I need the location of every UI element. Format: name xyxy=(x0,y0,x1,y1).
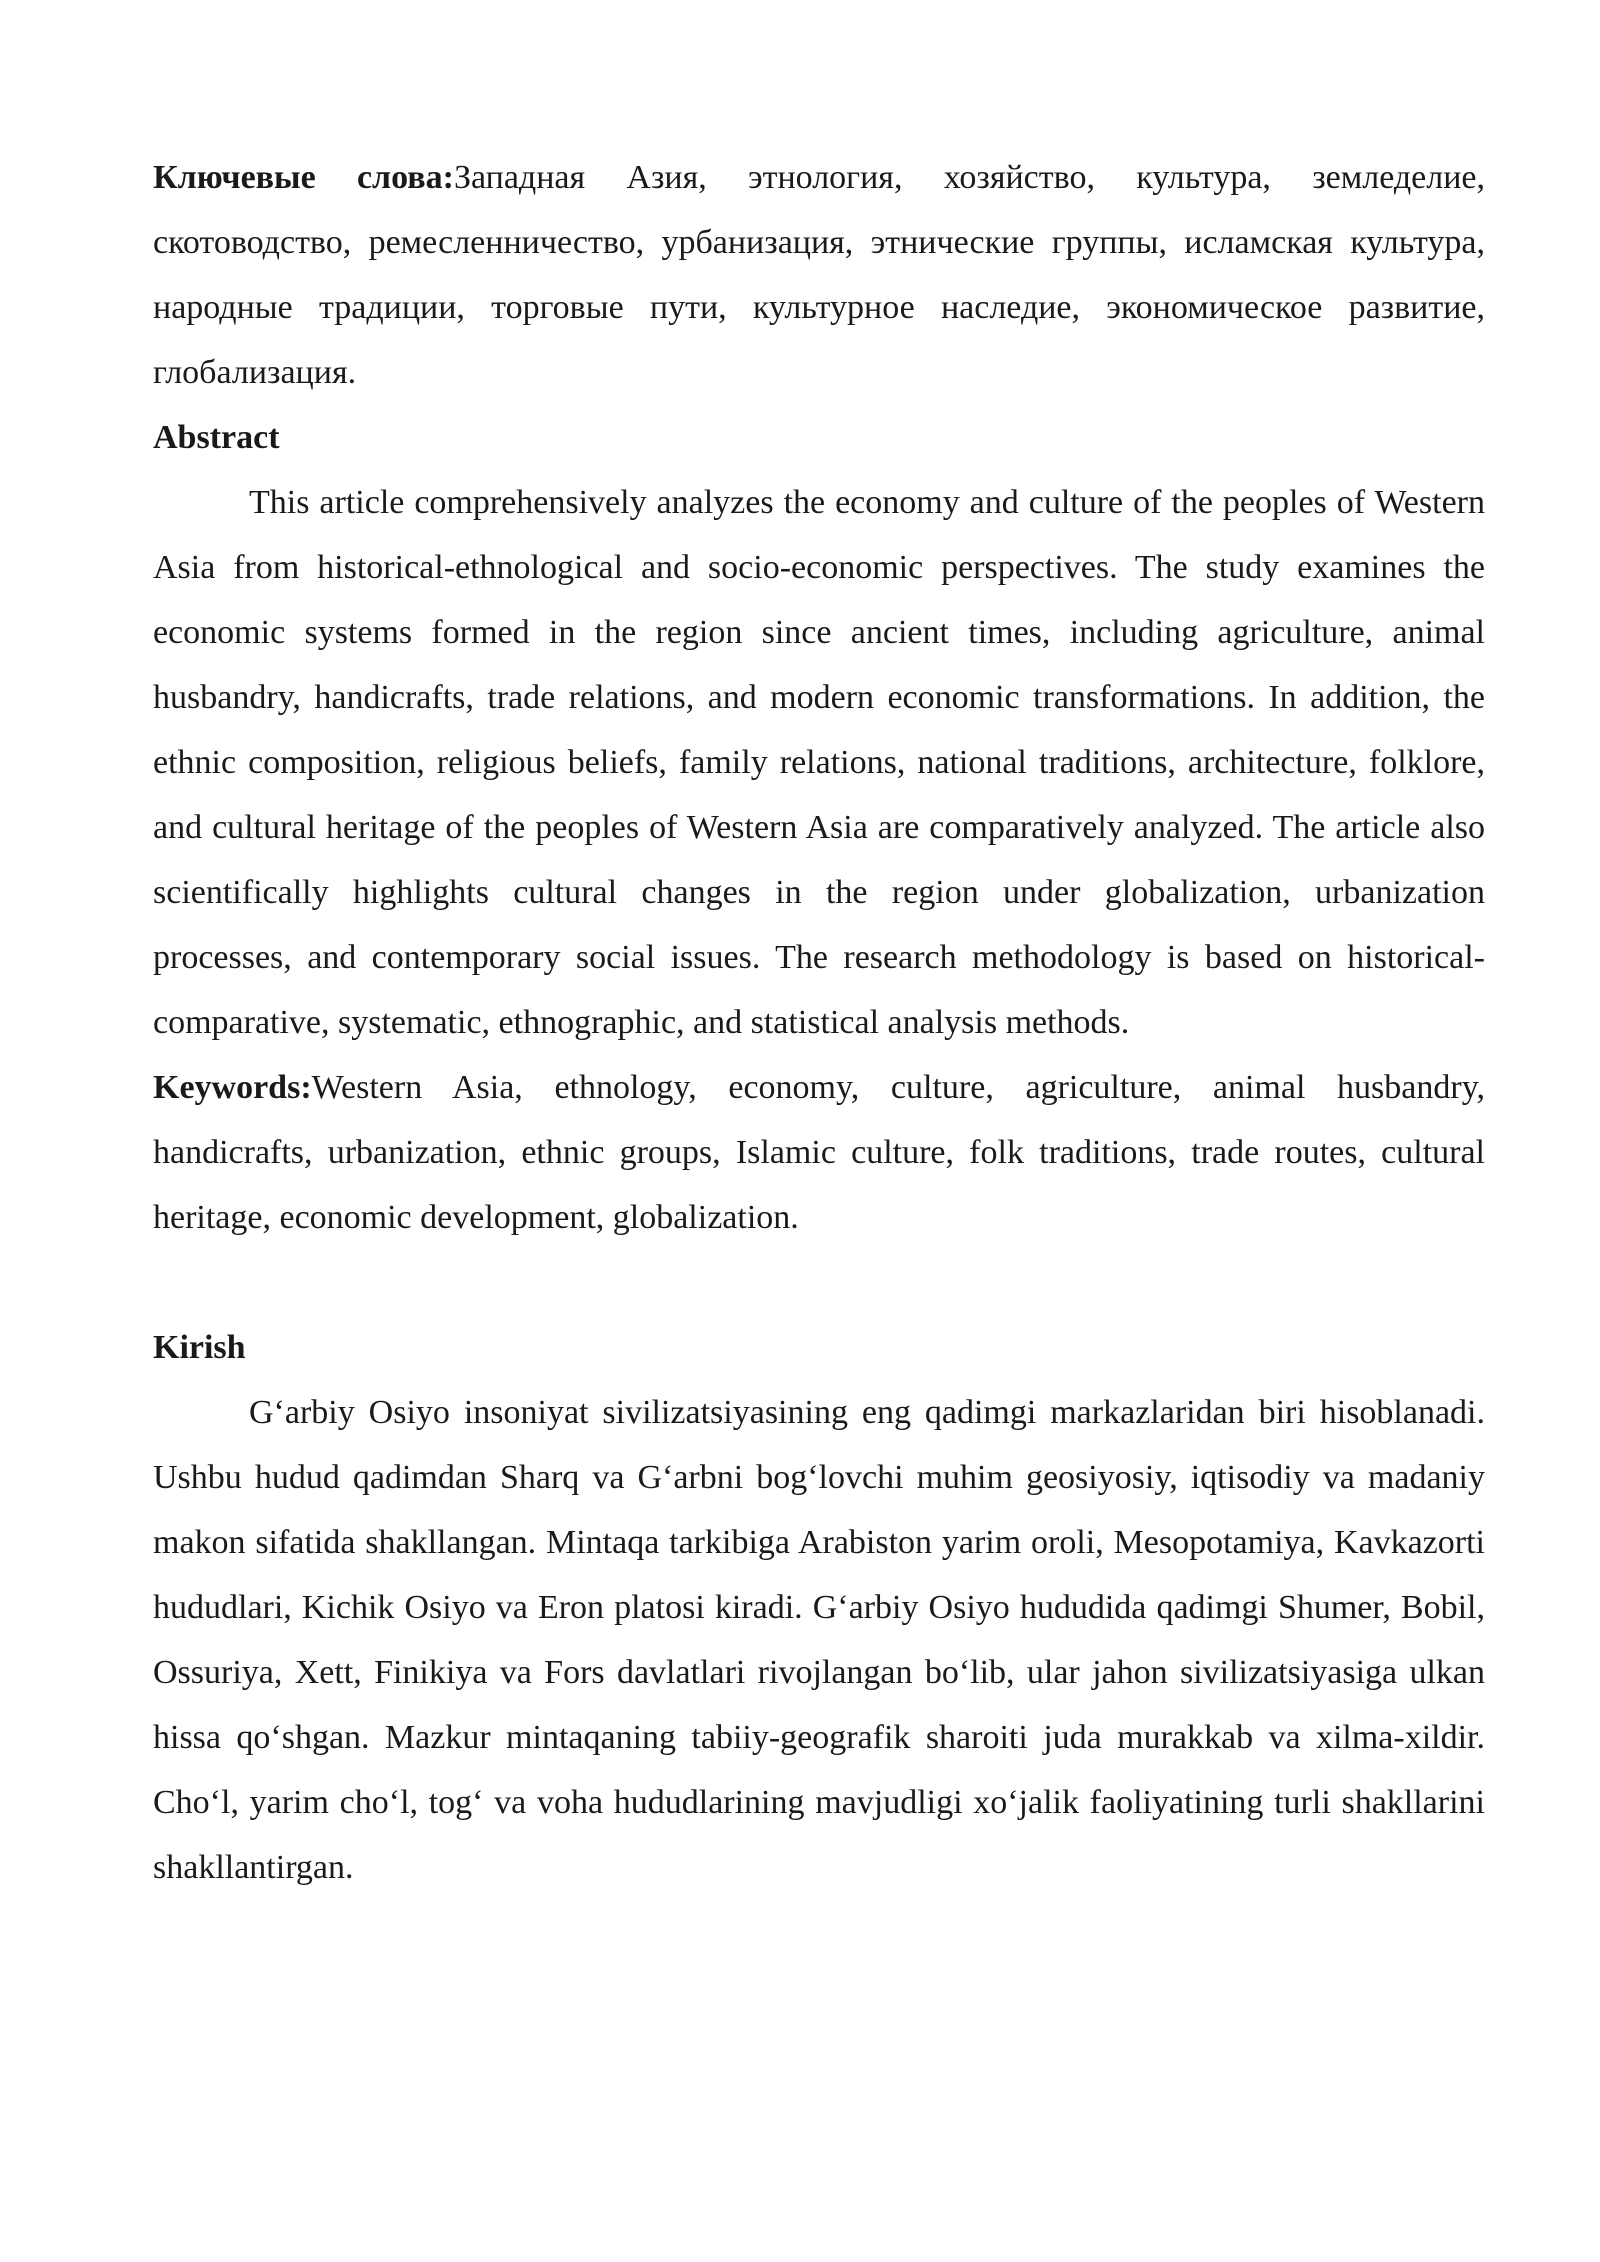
abstract-heading: Abstract xyxy=(153,419,280,456)
russian-keywords-paragraph xyxy=(153,145,1485,405)
document-page xyxy=(153,145,1485,1900)
abstract-paragraph: This article comprehensively analyzes the economy and culture of the peoples of Western Asia from historical-ethnological and socio-economic perspectives. The study examines the economic systems formed in the region since ancient times, including agriculture, animal husbandry, handicrafts, trade relations, and modern economic transformations. In addition, the ethnic composition, religious beliefs, family relations, national traditions, architecture, folklore, and cultural heritage of the peoples of Western Asia are comparatively analyzed. The article also scientifically highlights cultural changes in the region under globalization, urbanization processes, and contemporary social issues. The research methodology is based on historical-comparative, systematic, ethnographic, and statistical analysis methods. xyxy=(153,484,1485,1041)
english-keywords-paragraph xyxy=(153,1055,1485,1250)
russian-keywords-text: Западная Азия, этнология, хозяйство, культура, земледелие, скотоводство, ремесленничество, урбанизация, этнические группы, исламская культура, народные традиции, торговые пути, культурное наследие, экономическое развитие, глобализация. xyxy=(153,159,1485,391)
section-spacer xyxy=(153,1250,1485,1315)
english-keywords-label: Keywords: xyxy=(153,1069,312,1106)
introduction-paragraph: G‘arbiy Osiyo insoniyat sivilizatsiyasining eng qadimgi markazlaridan biri hisoblanadi. Ushbu hudud qadimdan Sharq va G‘arbni bog‘lovchi muhim geosiyosiy, iqtisodiy va madaniy makon sifatida shakllangan. Mintaqa tarkibiga Arabiston yarim oroli, Mesopotamiya, Kavkazorti hududlari, Kichik Osiyo va Eron platosi kiradi. G‘arbiy Osiyo hududida qadimgi Shumer, Bobil, Ossuriya, Xett, Finikiya va Fors davlatlari rivojlangan bo‘lib, ular jahon sivilizatsiyasiga ulkan hissa qo‘shgan. Mazkur mintaqaning tabiiy-geografik sharoiti juda murakkab va xilma-xildir. Cho‘l, yarim cho‘l, tog‘ va voha hududlarining mavjudligi xo‘jalik faoliyatining turli shakllarini shakllantirgan. xyxy=(153,1394,1485,1886)
russian-keywords-label: Ключевые слова: xyxy=(153,159,454,196)
english-keywords-text: Western Asia, ethnology, economy, culture, agriculture, animal husbandry, handicrafts, urbanization, ethnic groups, Islamic culture, folk traditions, trade routes, cultural heritage, economic development, globalization. xyxy=(153,1069,1485,1236)
introduction-heading: Kirish xyxy=(153,1329,246,1366)
